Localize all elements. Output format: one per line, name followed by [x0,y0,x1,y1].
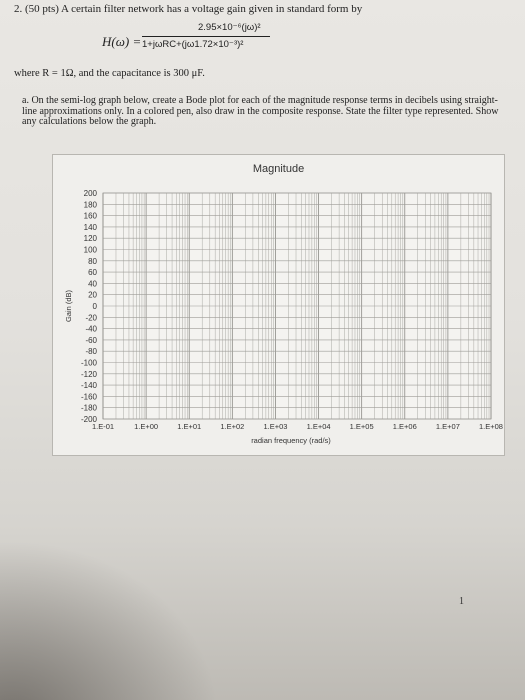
x-tick-label: 1.E+05 [349,422,374,431]
y-tick-label: -120 [80,369,97,379]
x-tick-label: 1.E+08 [479,422,503,431]
y-axis-label: Gain (dB) [64,289,73,323]
y-tick-label: 160 [83,211,97,221]
x-tick-label: 1.E+01 [177,422,202,431]
x-tick-label: 1.E+02 [220,422,245,431]
equation-numerator: 2.95×10⁻⁶(jω)² [198,22,261,33]
y-tick-label: 20 [88,290,97,300]
x-tick-label: 1.E+06 [392,422,417,431]
x-tick-label: 1.E+03 [263,422,288,431]
fraction-bar [142,36,270,37]
page-shadow [0,540,220,700]
y-tick-label: -60 [85,335,97,345]
equation-denominator: 1+jωRC+(jω1.72×10⁻³)² [142,39,244,50]
page-number: 1 [459,596,464,607]
y-tick-label: -80 [85,347,97,357]
y-tick-label: 40 [88,279,97,289]
y-tick-label: -160 [80,392,97,402]
x-tick-label: 1.E+07 [435,422,460,431]
y-tick-label: 200 [83,189,97,198]
y-tick-label: 140 [83,222,97,232]
y-tick-label: -20 [85,313,97,323]
part-a-instructions: a. On the semi-log graph below, create a Bode plot for each of the magnitude response terms in decibels using straight-line approximations only. In a colored pen, also draw in the composite response. State the filter type represented. Show any calculations below the graph. [22,95,499,127]
y-tick-label: -180 [80,403,97,413]
y-tick-label: -40 [85,324,97,334]
y-tick-label: 100 [83,245,97,255]
component-values: where R = 1Ω, and the capacitance is 300 μF. [14,68,205,79]
x-axis-label: radian frequency (rad/s) [251,436,331,445]
question-header: 2. (50 pts) A certain filter network has a voltage gain given in standard form by [14,3,363,15]
y-tick-label: 60 [88,268,97,278]
bode-chart [52,154,505,456]
transfer-function-equation [102,22,302,58]
x-tick-label: 1.E+04 [306,422,331,431]
x-tick-label: 1.E-01 [91,422,115,431]
chart-title: Magnitude [252,163,305,175]
y-tick-label: 80 [88,256,97,266]
y-tick-label: -100 [80,358,97,368]
x-tick-label: 1.E+00 [134,422,159,431]
y-tick-label: -140 [80,381,97,391]
y-tick-label: 180 [83,200,97,210]
y-tick-label: -200 [80,415,97,424]
equation-lhs: H(ω) = [102,34,142,49]
bode-plot-svg [53,155,504,455]
y-tick-label: 0 [92,302,97,311]
y-tick-label: 120 [83,234,97,244]
